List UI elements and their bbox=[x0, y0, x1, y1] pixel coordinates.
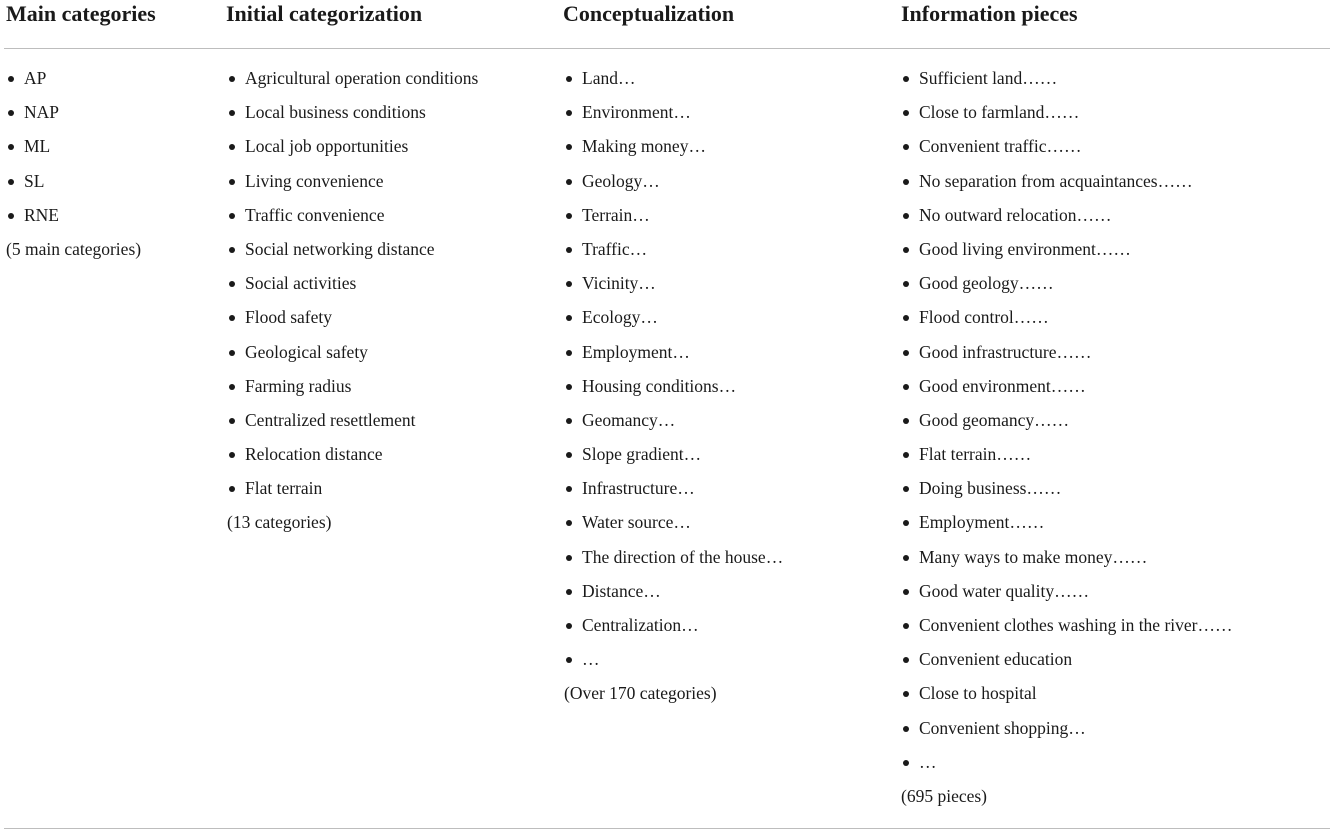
list-item bbox=[227, 95, 478, 129]
bullet-icon bbox=[903, 452, 909, 458]
bullet-icon bbox=[903, 179, 909, 185]
list-item bbox=[901, 437, 1232, 471]
list-item bbox=[6, 129, 141, 163]
item-text: Sufficient land…… bbox=[919, 68, 1058, 88]
list-item bbox=[901, 300, 1232, 334]
bullet-icon bbox=[229, 350, 235, 356]
item-text: AP bbox=[24, 68, 47, 88]
bullet-icon bbox=[566, 520, 572, 526]
list-item bbox=[901, 471, 1232, 505]
item-text: Good infrastructure…… bbox=[919, 341, 1092, 362]
item-text: Social activities bbox=[245, 273, 357, 294]
list-item bbox=[564, 232, 783, 266]
bullet-icon bbox=[229, 315, 235, 321]
list-item bbox=[901, 266, 1232, 300]
item-text: The direction of the house… bbox=[582, 546, 784, 567]
list-item bbox=[564, 129, 783, 163]
list-item bbox=[901, 642, 1232, 676]
list-item bbox=[901, 608, 1232, 642]
bullet-icon bbox=[903, 589, 909, 595]
list-item bbox=[227, 369, 478, 403]
list-item bbox=[564, 95, 783, 129]
bullet-icon bbox=[8, 179, 14, 185]
item-text: Local job opportunities bbox=[245, 136, 409, 157]
list-item bbox=[564, 437, 783, 471]
item-text: No separation from acquaintances…… bbox=[919, 170, 1193, 191]
item-text: Traffic… bbox=[582, 238, 648, 259]
list-item bbox=[564, 266, 783, 300]
item-text: Traffic convenience bbox=[245, 204, 385, 225]
list-item bbox=[227, 300, 478, 334]
item-text: Convenient traffic…… bbox=[919, 136, 1082, 157]
item-text: Geomancy… bbox=[582, 409, 676, 430]
item-text: Farming radius bbox=[245, 375, 352, 396]
item-text: Ecology… bbox=[582, 307, 658, 328]
item-text: Local business conditions bbox=[245, 102, 426, 123]
item-text: Water source… bbox=[582, 512, 691, 533]
list-item bbox=[227, 403, 478, 437]
bullet-icon bbox=[229, 418, 235, 424]
bullet-icon bbox=[903, 555, 909, 561]
item-text: Agricultural operation conditions bbox=[245, 68, 479, 88]
column-information-pieces bbox=[901, 61, 1232, 813]
bullet-icon bbox=[566, 623, 572, 629]
list-item bbox=[6, 164, 141, 198]
item-text: ML bbox=[24, 136, 51, 157]
item-text: Relocation distance bbox=[245, 444, 383, 465]
bullet-icon bbox=[903, 315, 909, 321]
bullet-icon bbox=[566, 418, 572, 424]
bullet-icon bbox=[229, 281, 235, 287]
header-main-categories: Main categories bbox=[6, 1, 156, 26]
list-item bbox=[564, 642, 783, 676]
bullet-icon bbox=[903, 350, 909, 356]
list-item bbox=[227, 266, 478, 300]
item-text: Good environment…… bbox=[919, 375, 1086, 396]
list-item bbox=[901, 711, 1232, 745]
list-item bbox=[227, 164, 478, 198]
list-item bbox=[564, 164, 783, 198]
bullet-icon bbox=[566, 144, 572, 150]
list-item bbox=[901, 540, 1232, 574]
item-text: Terrain… bbox=[582, 204, 650, 225]
bullet-icon bbox=[903, 726, 909, 732]
item-text: Slope gradient… bbox=[582, 444, 702, 465]
bullet-icon bbox=[903, 110, 909, 116]
list-item bbox=[564, 300, 783, 334]
bullet-icon bbox=[903, 657, 909, 663]
list-item bbox=[901, 335, 1232, 369]
item-text: Close to farmland…… bbox=[919, 102, 1080, 123]
bullet-icon bbox=[8, 144, 14, 150]
bullet-icon bbox=[903, 760, 909, 766]
bullet-icon bbox=[566, 213, 572, 219]
list-item bbox=[564, 471, 783, 505]
item-text: Geological safety bbox=[245, 341, 368, 362]
item-text: Land… bbox=[582, 68, 636, 88]
item-text: NAP bbox=[24, 102, 60, 123]
category-count: (695 pieces) bbox=[901, 785, 988, 806]
bullet-icon bbox=[566, 486, 572, 492]
list-item bbox=[227, 437, 478, 471]
item-text: Flood safety bbox=[245, 307, 333, 328]
bullet-icon bbox=[229, 144, 235, 150]
item-text: Housing conditions… bbox=[582, 375, 737, 396]
bullet-icon bbox=[903, 691, 909, 697]
bullet-icon bbox=[566, 555, 572, 561]
item-text: Good water quality…… bbox=[919, 580, 1090, 601]
bullet-icon bbox=[903, 144, 909, 150]
bullet-icon bbox=[229, 110, 235, 116]
list-item bbox=[6, 198, 141, 232]
bullet-icon bbox=[566, 315, 572, 321]
list-item bbox=[901, 369, 1232, 403]
list-item bbox=[901, 129, 1232, 163]
item-text: Social networking distance bbox=[245, 238, 435, 259]
category-count: (13 categories) bbox=[227, 512, 332, 533]
item-text: Employment… bbox=[582, 341, 690, 362]
list-item bbox=[564, 61, 783, 95]
list-item bbox=[901, 403, 1232, 437]
list-item bbox=[901, 232, 1232, 266]
list-item bbox=[227, 471, 478, 505]
list-item bbox=[901, 574, 1232, 608]
category-count: (Over 170 categories) bbox=[564, 683, 717, 704]
bullet-icon bbox=[566, 350, 572, 356]
column-main-categories bbox=[6, 61, 141, 266]
item-text: Distance… bbox=[582, 580, 661, 601]
item-text: Convenient education bbox=[919, 649, 1073, 670]
item-text: Many ways to make money…… bbox=[919, 546, 1148, 567]
item-text: Flood control…… bbox=[919, 307, 1049, 328]
column-initial-categorization bbox=[227, 61, 478, 540]
list-item bbox=[6, 95, 141, 129]
item-text: Flat terrain bbox=[245, 478, 323, 499]
list-item bbox=[901, 198, 1232, 232]
header-conceptualization: Conceptualization bbox=[563, 1, 735, 26]
list-item bbox=[564, 335, 783, 369]
list-item bbox=[901, 505, 1232, 539]
bullet-icon bbox=[903, 520, 909, 526]
list-item bbox=[227, 198, 478, 232]
item-text: Doing business…… bbox=[919, 478, 1062, 499]
bullet-icon bbox=[229, 486, 235, 492]
item-text: Employment…… bbox=[919, 512, 1045, 533]
bullet-icon bbox=[566, 657, 572, 663]
list-item bbox=[6, 61, 141, 95]
bullet-icon bbox=[903, 76, 909, 82]
item-text: Convenient shopping… bbox=[919, 717, 1086, 738]
item-text: Close to hospital bbox=[919, 683, 1037, 704]
item-text: Centralized resettlement bbox=[245, 409, 416, 430]
bullet-icon bbox=[903, 623, 909, 629]
bullet-icon bbox=[229, 213, 235, 219]
list-item bbox=[901, 95, 1232, 129]
list-item bbox=[564, 403, 783, 437]
item-text: Environment… bbox=[582, 102, 691, 123]
bullet-icon bbox=[8, 76, 14, 82]
bullet-icon bbox=[566, 179, 572, 185]
bullet-icon bbox=[903, 418, 909, 424]
item-text: RNE bbox=[24, 204, 59, 225]
list-item bbox=[564, 198, 783, 232]
bullet-icon bbox=[566, 589, 572, 595]
bullet-icon bbox=[903, 486, 909, 492]
bullet-icon bbox=[566, 452, 572, 458]
category-count: (5 main categories) bbox=[6, 238, 142, 259]
bullet-icon bbox=[903, 247, 909, 253]
item-text: Infrastructure… bbox=[582, 478, 695, 499]
item-text: Living convenience bbox=[245, 170, 384, 191]
item-text: No outward relocation…… bbox=[919, 204, 1112, 225]
list-item bbox=[564, 574, 783, 608]
bullet-icon bbox=[229, 179, 235, 185]
list-item bbox=[901, 61, 1232, 95]
list-item bbox=[901, 164, 1232, 198]
list-item bbox=[901, 745, 1232, 779]
list-item bbox=[564, 608, 783, 642]
item-text: Convenient clothes washing in the river…… bbox=[919, 615, 1233, 635]
list-item bbox=[227, 61, 478, 95]
item-text: SL bbox=[24, 170, 45, 191]
bullet-icon bbox=[903, 213, 909, 219]
bullet-icon bbox=[229, 452, 235, 458]
item-text: … bbox=[919, 751, 937, 772]
item-text: Centralization… bbox=[582, 615, 699, 635]
bottom-rule bbox=[4, 828, 1330, 829]
list-item bbox=[564, 505, 783, 539]
item-text: Good living environment…… bbox=[919, 238, 1131, 259]
bullet-icon bbox=[903, 384, 909, 390]
bullet-icon bbox=[8, 213, 14, 219]
bullet-icon bbox=[229, 247, 235, 253]
bullet-icon bbox=[566, 281, 572, 287]
bullet-icon bbox=[229, 76, 235, 82]
item-text: Vicinity… bbox=[582, 273, 656, 294]
item-text: Geology… bbox=[582, 170, 660, 191]
list-item bbox=[227, 129, 478, 163]
header-initial-categorization: Initial categorization bbox=[226, 1, 423, 26]
item-text: Flat terrain…… bbox=[919, 444, 1032, 465]
list-item bbox=[564, 369, 783, 403]
item-text: Good geology…… bbox=[919, 273, 1054, 294]
bullet-icon bbox=[566, 110, 572, 116]
header-information-pieces: Information pieces bbox=[901, 1, 1078, 26]
bullet-icon bbox=[229, 384, 235, 390]
list-item bbox=[564, 540, 783, 574]
list-item bbox=[901, 676, 1232, 710]
list-item bbox=[227, 335, 478, 369]
bullet-icon bbox=[566, 384, 572, 390]
bullet-icon bbox=[566, 76, 572, 82]
column-conceptualization bbox=[564, 61, 783, 711]
bullet-icon bbox=[566, 247, 572, 253]
item-text: Good geomancy…… bbox=[919, 409, 1070, 430]
header-rule bbox=[4, 48, 1330, 49]
bullet-icon bbox=[903, 281, 909, 287]
item-text: … bbox=[582, 649, 600, 670]
bullet-icon bbox=[8, 110, 14, 116]
item-text: Making money… bbox=[582, 136, 706, 157]
list-item bbox=[227, 232, 478, 266]
